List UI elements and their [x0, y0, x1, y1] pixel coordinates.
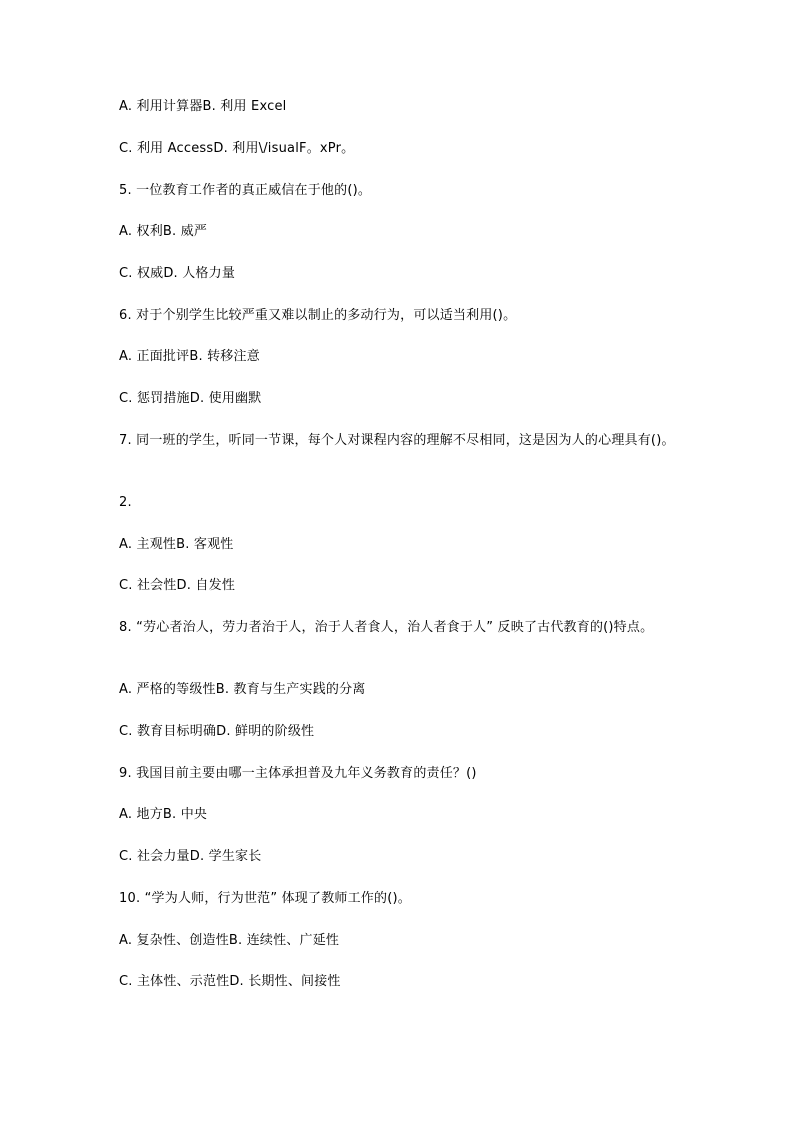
question-9: 9. 我国目前主要由哪一主体承担普及九年义务教育的责任？() [119, 766, 477, 781]
text-line-q10-option-cd: C. 主体性、示范性D. 长期性、间接性 [119, 974, 341, 989]
question-10: 10. “学为人师，行为世范” 体现了教师工作的()。 [119, 891, 411, 906]
text-line-fragment: 2. [119, 495, 132, 510]
text-line-q8-option-cd: C. 教育目标明确D. 鲜明的阶级性 [119, 724, 315, 739]
text-line-q8-option-ab: A. 严格的等级性B. 教育与生产实践的分离 [119, 682, 366, 697]
text-line-q6-option-ab: A. 正面批评B. 转移注意 [119, 349, 260, 364]
text-line-q9-option-cd: C. 社会力量D. 学生家长 [119, 849, 262, 864]
text-line-q7-option-ab: A. 主观性B. 客观性 [119, 537, 234, 552]
text-line-q9-option-ab: A. 地方B. 中央 [119, 807, 208, 822]
question-6: 6. 对于个别学生比较严重又难以制止的多动行为，可以适当利用()。 [119, 308, 517, 323]
question-8: 8. “劳心者治人，劳力者治于人，治于人者食人，治人者食于人” 反映了古代教育的()特点。 [119, 620, 654, 635]
text-line-q6-option-cd: C. 惩罚措施D. 使用幽默 [119, 391, 262, 406]
text-line-q5-option-ab: A. 权利B. 威严 [119, 224, 208, 239]
question-5: 5. 一位教育工作者的真正威信在于他的()。 [119, 183, 372, 198]
text-line-q7-option-cd: C. 社会性D. 自发性 [119, 578, 236, 593]
text-line-q10-option-ab: A. 复杂性、创造性B. 连续性、广延性 [119, 933, 340, 948]
text-line-q4-option-ab: A. 利用计算器B. 利用 Excel [119, 99, 287, 114]
question-7: 7. 同一班的学生，听同一节课，每个人对课程内容的理解不尽相同，这是因为人的心理具有()。 [119, 433, 675, 448]
text-line-q5-option-cd: C. 权威D. 人格力量 [119, 266, 236, 281]
text-line-q4-option-cd: C. 利用 AccessD. 利用\/isualF。xPr。 [119, 141, 355, 156]
